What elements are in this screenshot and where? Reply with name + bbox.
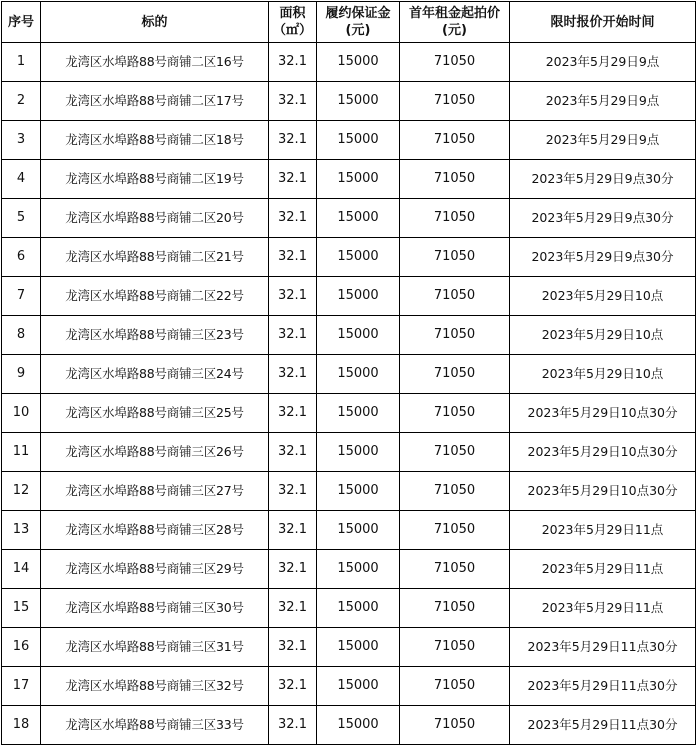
header-area-line1: 面积 xyxy=(279,6,306,21)
cell-area: 32.1 xyxy=(269,628,317,667)
cell-subject: 龙湾区水埠路88号商铺三区26号 xyxy=(41,433,269,472)
cell-subject: 龙湾区水埠路88号商铺二区22号 xyxy=(41,277,269,316)
cell-area: 32.1 xyxy=(269,277,317,316)
table-row xyxy=(2,82,696,121)
cell-index: 11 xyxy=(2,433,41,472)
cell-deposit: 15000 xyxy=(317,550,400,589)
cell-deposit: 15000 xyxy=(317,394,400,433)
cell-time: 2023年5月29日11点30分 xyxy=(510,667,696,706)
cell-rent: 71050 xyxy=(400,199,510,238)
table-row xyxy=(2,238,696,277)
cell-subject: 龙湾区水埠路88号商铺三区23号 xyxy=(41,316,269,355)
header-rent xyxy=(400,2,510,43)
header-area xyxy=(269,2,317,43)
cell-area: 32.1 xyxy=(269,355,317,394)
cell-rent: 71050 xyxy=(400,706,510,745)
auction-table xyxy=(1,1,696,745)
header-rent-line1: 首年租金起拍价 xyxy=(408,6,500,21)
cell-area: 32.1 xyxy=(269,667,317,706)
cell-time: 2023年5月29日10点 xyxy=(510,316,696,355)
cell-subject: 龙湾区水埠路88号商铺三区29号 xyxy=(41,550,269,589)
cell-index: 4 xyxy=(2,160,41,199)
cell-rent: 71050 xyxy=(400,511,510,550)
table-row xyxy=(2,433,696,472)
cell-time: 2023年5月29日9点30分 xyxy=(510,160,696,199)
cell-subject: 龙湾区水埠路88号商铺三区31号 xyxy=(41,628,269,667)
table-row xyxy=(2,316,696,355)
cell-index: 3 xyxy=(2,121,41,160)
cell-subject: 龙湾区水埠路88号商铺三区28号 xyxy=(41,511,269,550)
table-row xyxy=(2,472,696,511)
cell-index: 6 xyxy=(2,238,41,277)
cell-subject: 龙湾区水埠路88号商铺二区19号 xyxy=(41,160,269,199)
cell-subject: 龙湾区水埠路88号商铺三区30号 xyxy=(41,589,269,628)
table-row xyxy=(2,121,696,160)
table-row xyxy=(2,394,696,433)
cell-area: 32.1 xyxy=(269,472,317,511)
cell-index: 15 xyxy=(2,589,41,628)
cell-index: 1 xyxy=(2,43,41,82)
cell-deposit: 15000 xyxy=(317,706,400,745)
cell-deposit: 15000 xyxy=(317,43,400,82)
cell-index: 9 xyxy=(2,355,41,394)
cell-rent: 71050 xyxy=(400,43,510,82)
cell-rent: 71050 xyxy=(400,628,510,667)
cell-subject: 龙湾区水埠路88号商铺二区21号 xyxy=(41,238,269,277)
header-subject: 标的 xyxy=(41,2,269,43)
cell-area: 32.1 xyxy=(269,199,317,238)
cell-rent: 71050 xyxy=(400,589,510,628)
cell-deposit: 15000 xyxy=(317,511,400,550)
cell-rent: 71050 xyxy=(400,82,510,121)
header-rent-line2: (元) xyxy=(442,23,467,38)
cell-index: 2 xyxy=(2,82,41,121)
cell-time: 2023年5月29日9点 xyxy=(510,82,696,121)
cell-time: 2023年5月29日11点30分 xyxy=(510,706,696,745)
cell-index: 16 xyxy=(2,628,41,667)
cell-area: 32.1 xyxy=(269,238,317,277)
table-row xyxy=(2,160,696,199)
cell-rent: 71050 xyxy=(400,277,510,316)
table-row xyxy=(2,355,696,394)
cell-index: 5 xyxy=(2,199,41,238)
header-time: 限时报价开始时间 xyxy=(510,2,696,43)
table-row xyxy=(2,199,696,238)
cell-deposit: 15000 xyxy=(317,199,400,238)
cell-deposit: 15000 xyxy=(317,82,400,121)
cell-time: 2023年5月29日9点 xyxy=(510,43,696,82)
cell-time: 2023年5月29日10点 xyxy=(510,355,696,394)
cell-rent: 71050 xyxy=(400,394,510,433)
cell-index: 12 xyxy=(2,472,41,511)
cell-time: 2023年5月29日11点 xyxy=(510,589,696,628)
cell-rent: 71050 xyxy=(400,121,510,160)
table-row xyxy=(2,706,696,745)
cell-deposit: 15000 xyxy=(317,160,400,199)
cell-subject: 龙湾区水埠路88号商铺三区24号 xyxy=(41,355,269,394)
cell-area: 32.1 xyxy=(269,433,317,472)
table-row xyxy=(2,589,696,628)
cell-subject: 龙湾区水埠路88号商铺二区16号 xyxy=(41,43,269,82)
cell-deposit: 15000 xyxy=(317,355,400,394)
cell-area: 32.1 xyxy=(269,43,317,82)
header-deposit xyxy=(317,2,400,43)
cell-area: 32.1 xyxy=(269,160,317,199)
cell-index: 7 xyxy=(2,277,41,316)
cell-index: 10 xyxy=(2,394,41,433)
cell-rent: 71050 xyxy=(400,433,510,472)
cell-area: 32.1 xyxy=(269,394,317,433)
cell-deposit: 15000 xyxy=(317,316,400,355)
cell-deposit: 15000 xyxy=(317,121,400,160)
cell-rent: 71050 xyxy=(400,316,510,355)
cell-time: 2023年5月29日10点30分 xyxy=(510,472,696,511)
cell-deposit: 15000 xyxy=(317,628,400,667)
table-row xyxy=(2,550,696,589)
cell-time: 2023年5月29日11点 xyxy=(510,550,696,589)
cell-subject: 龙湾区水埠路88号商铺二区20号 xyxy=(41,199,269,238)
cell-rent: 71050 xyxy=(400,472,510,511)
cell-index: 17 xyxy=(2,667,41,706)
cell-subject: 龙湾区水埠路88号商铺三区32号 xyxy=(41,667,269,706)
cell-area: 32.1 xyxy=(269,511,317,550)
cell-area: 32.1 xyxy=(269,316,317,355)
cell-deposit: 15000 xyxy=(317,433,400,472)
cell-rent: 71050 xyxy=(400,667,510,706)
header-index: 序号 xyxy=(2,2,41,43)
cell-deposit: 15000 xyxy=(317,667,400,706)
table-row xyxy=(2,277,696,316)
cell-deposit: 15000 xyxy=(317,238,400,277)
cell-index: 8 xyxy=(2,316,41,355)
cell-subject: 龙湾区水埠路88号商铺二区17号 xyxy=(41,82,269,121)
cell-time: 2023年5月29日9点30分 xyxy=(510,238,696,277)
cell-rent: 71050 xyxy=(400,550,510,589)
cell-deposit: 15000 xyxy=(317,277,400,316)
cell-area: 32.1 xyxy=(269,121,317,160)
cell-time: 2023年5月29日10点30分 xyxy=(510,394,696,433)
cell-time: 2023年5月29日11点 xyxy=(510,511,696,550)
table-body xyxy=(2,43,696,745)
header-area-line2: （㎡） xyxy=(272,23,312,38)
table-header-row xyxy=(2,2,696,43)
cell-area: 32.1 xyxy=(269,706,317,745)
cell-rent: 71050 xyxy=(400,355,510,394)
cell-area: 32.1 xyxy=(269,82,317,121)
cell-deposit: 15000 xyxy=(317,472,400,511)
table-row xyxy=(2,43,696,82)
cell-subject: 龙湾区水埠路88号商铺三区33号 xyxy=(41,706,269,745)
table-row xyxy=(2,511,696,550)
cell-subject: 龙湾区水埠路88号商铺三区27号 xyxy=(41,472,269,511)
cell-time: 2023年5月29日9点30分 xyxy=(510,199,696,238)
header-deposit-line1: 履约保证金 xyxy=(325,6,391,21)
cell-time: 2023年5月29日10点 xyxy=(510,277,696,316)
header-deposit-line2: (元) xyxy=(345,23,371,38)
cell-time: 2023年5月29日10点30分 xyxy=(510,433,696,472)
cell-subject: 龙湾区水埠路88号商铺二区18号 xyxy=(41,121,269,160)
cell-index: 13 xyxy=(2,511,41,550)
cell-index: 14 xyxy=(2,550,41,589)
cell-time: 2023年5月29日11点30分 xyxy=(510,628,696,667)
cell-time: 2023年5月29日9点 xyxy=(510,121,696,160)
cell-index: 18 xyxy=(2,706,41,745)
cell-area: 32.1 xyxy=(269,589,317,628)
cell-deposit: 15000 xyxy=(317,589,400,628)
table-row xyxy=(2,628,696,667)
cell-subject: 龙湾区水埠路88号商铺三区25号 xyxy=(41,394,269,433)
table-row xyxy=(2,667,696,706)
cell-area: 32.1 xyxy=(269,550,317,589)
cell-rent: 71050 xyxy=(400,238,510,277)
cell-rent: 71050 xyxy=(400,160,510,199)
